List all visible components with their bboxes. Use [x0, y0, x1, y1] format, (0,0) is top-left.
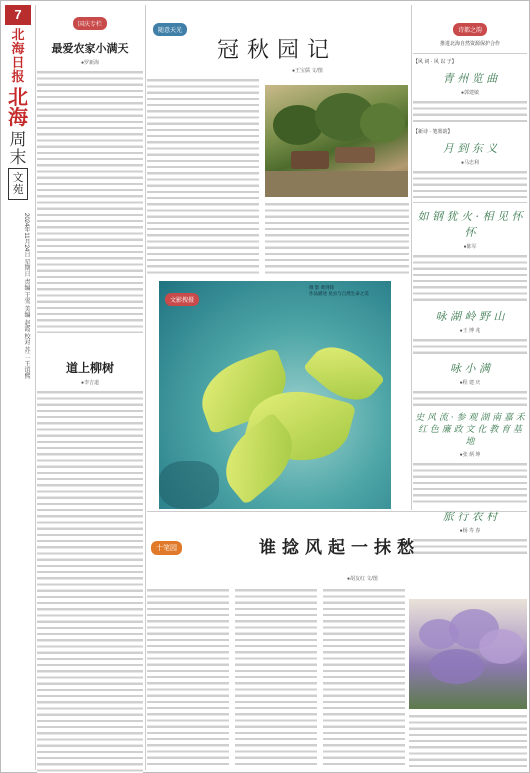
feature-author-note: 文/图: [311, 68, 323, 74]
bottom-body-col1: [147, 587, 229, 769]
bottom-body-col3: [323, 587, 405, 769]
article2-author: ●李吉道: [80, 380, 100, 386]
photo-badge: 文影搜摄: [165, 293, 199, 306]
feature-body-col1: [147, 77, 259, 277]
bottom-title: 谁捻风起一抹愁: [259, 538, 420, 558]
column-divider: [145, 5, 146, 770]
city-name: 北海: [8, 85, 28, 129]
poem1-title: 青 州 览 曲: [442, 72, 498, 85]
paper-name: 北海日报: [11, 28, 25, 85]
poetry-subtitle: 推进北海自然资源保护合作: [439, 41, 500, 47]
article2-title: 道上柳树: [65, 361, 114, 375]
poem6-title: 史 风 流 · 参 观 湖 南 嘉 禾 红 色 廉 政 文 化 教 育 基 地: [415, 413, 525, 447]
weekend-label: 周末: [9, 130, 27, 168]
column-badge: 国庆专栏: [73, 17, 107, 30]
bottom-feature: [147, 513, 527, 770]
section-label-1: 【风 词 · 风 以 子】: [413, 59, 457, 65]
section-label: 文苑: [8, 168, 28, 200]
bottom-author: ●胡友红: [347, 576, 366, 582]
poem7-title: 旅 行 农 村: [442, 510, 498, 523]
poem1-author: ●郭建敏: [460, 90, 480, 96]
poem5-title: 咏 小 满: [450, 362, 490, 375]
section-divider: [147, 511, 527, 512]
feature-section: [147, 5, 409, 510]
photo-caption: 摄 影 黄剑锋 作品描述 昆虫与自然生命之美: [309, 285, 369, 296]
poem6-author: ●张 炳 坤: [459, 452, 481, 458]
insect-leaf-photo: [159, 281, 391, 509]
article1-title: 最爱农家小满天: [51, 42, 129, 55]
masthead: [3, 3, 33, 772]
article1-author: ●罗新海: [80, 60, 100, 66]
poem4-author: ●王 博 兆: [459, 328, 481, 334]
bottom-author-note: 文/图: [366, 576, 378, 582]
section-label-2: 【新诗 · 笔墨韵】: [413, 129, 453, 135]
poem2-title: 月 到 东 义: [442, 142, 498, 155]
column-divider: [35, 5, 36, 770]
edition-meta: 2024年11月24日 星期日 责编 王雪 美编 赵霞 校对 苏二 王谊熙: [23, 213, 29, 379]
poem2-author: ●马忠利: [460, 160, 480, 166]
blossom-photo: [409, 599, 527, 709]
poem7-author: ●杨 寿 春: [459, 528, 481, 534]
left-column: [37, 5, 143, 770]
bottom-badge: 十笔园: [151, 541, 182, 555]
poem5-author: ●程 建 庆: [459, 380, 481, 386]
bottom-body-col4: [409, 713, 527, 769]
feature-body-col2: [265, 201, 409, 277]
feature-author: ●王宝儒: [292, 68, 311, 74]
poem4-title: 咏 湖 岭 野 山: [435, 310, 505, 323]
poetry-badge: 诗都之韵: [453, 23, 487, 36]
feature-title: 冠秋园记: [217, 38, 338, 63]
article2-body: [37, 389, 143, 773]
feature-badge: 随意天光: [153, 23, 187, 36]
column-divider: [411, 5, 412, 510]
article1-body: [37, 69, 143, 333]
poem3-title: 如 钢 犹 火 · 相 见 怀 怀: [417, 210, 523, 239]
bonsai-photo: [265, 85, 408, 197]
poem3-author: ●陈军: [463, 244, 477, 250]
page-number: 7: [5, 5, 31, 25]
poetry-column: [413, 5, 527, 534]
bottom-body-col2: [235, 587, 317, 769]
